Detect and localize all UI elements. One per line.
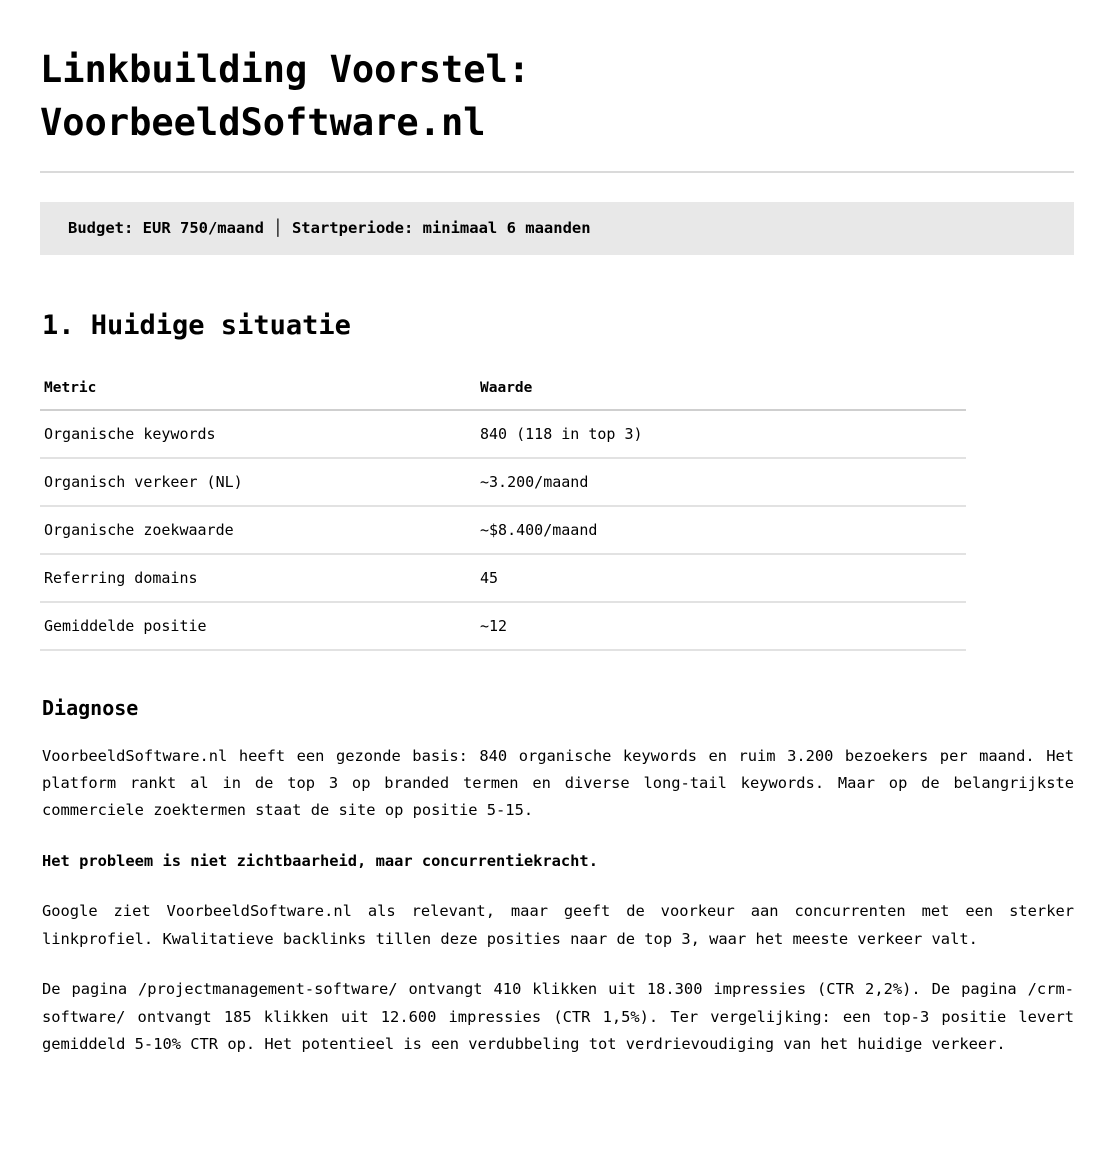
table-row (40, 506, 966, 554)
metrics-table (40, 380, 966, 651)
cell-waarde: ~12 (476, 602, 966, 650)
page-title-line-2: VoorbeeldSoftware.nl (40, 100, 486, 144)
column-header-metric: Metric (40, 380, 476, 410)
page-title-line-1: Linkbuilding Voorstel: (40, 48, 531, 91)
table-row (40, 554, 966, 602)
cell-waarde: ~$8.400/maand (476, 506, 966, 554)
metrics-table-body (40, 410, 966, 650)
cell-metric: Gemiddelde positie (40, 602, 476, 650)
table-row (40, 458, 966, 506)
diagnose-paragraph-4: De pagina /projectmanagement-software/ ontvangt 410 klikken uit 18.300 impressies (CTR 2,2%). De pagina /crm-software/ ontvangt 185 klikken uit 12.600 impressies (CTR 1,5%). Ter vergelijking: een top-3 positie levert gemiddeld 5-10% CTR op. Het potentieel is een verdubbeling tot verdrievoudiging van het huidige verkeer. (42, 980, 1074, 1053)
budget-banner: Budget: EUR 750/maand │ Startperiode: minimaal 6 maanden (40, 202, 1074, 255)
cell-metric: Organisch verkeer (NL) (40, 458, 476, 506)
cell-waarde: 45 (476, 554, 966, 602)
cell-metric: Organische keywords (40, 410, 476, 458)
cell-waarde: ~3.200/maand (476, 458, 966, 506)
section-heading-huidige-situatie: 1. Huidige situatie (42, 310, 351, 342)
diagnose-paragraph-1: VoorbeeldSoftware.nl heeft een gezonde basis: 840 organische keywords en ruim 3.200 bezoekers per maand. Het platform rankt al in de top 3 op branded termen en diverse long-tail keywords. Maar op de belangrijkste commerciele zoektermen staat de site op positie 5-15. (42, 746, 1074, 820)
metrics-table-head (40, 380, 966, 410)
table-header-row (40, 380, 966, 410)
sub-heading-diagnose: Diagnose (42, 695, 139, 720)
cell-metric: Organische zoekwaarde (40, 506, 476, 554)
table-row (40, 602, 966, 650)
cell-waarde: 840 (118 in top 3) (476, 410, 966, 458)
title-divider (40, 171, 1074, 173)
cell-metric: Referring domains (40, 554, 476, 602)
page-title (40, 44, 1074, 149)
table-row (40, 410, 966, 458)
column-header-waarde: Waarde (476, 380, 966, 410)
diagnose-paragraph-3: Google ziet VoorbeeldSoftware.nl als relevant, maar geeft de voorkeur aan concurrenten met een sterker linkprofiel. Kwalitatieve backlinks tillen deze posities naar de top 3, waar het meeste verkeer valt. (42, 902, 1074, 948)
diagnose-statement-bold: Het probleem is niet zichtbaarheid, maar concurrentiekracht. (42, 851, 598, 870)
